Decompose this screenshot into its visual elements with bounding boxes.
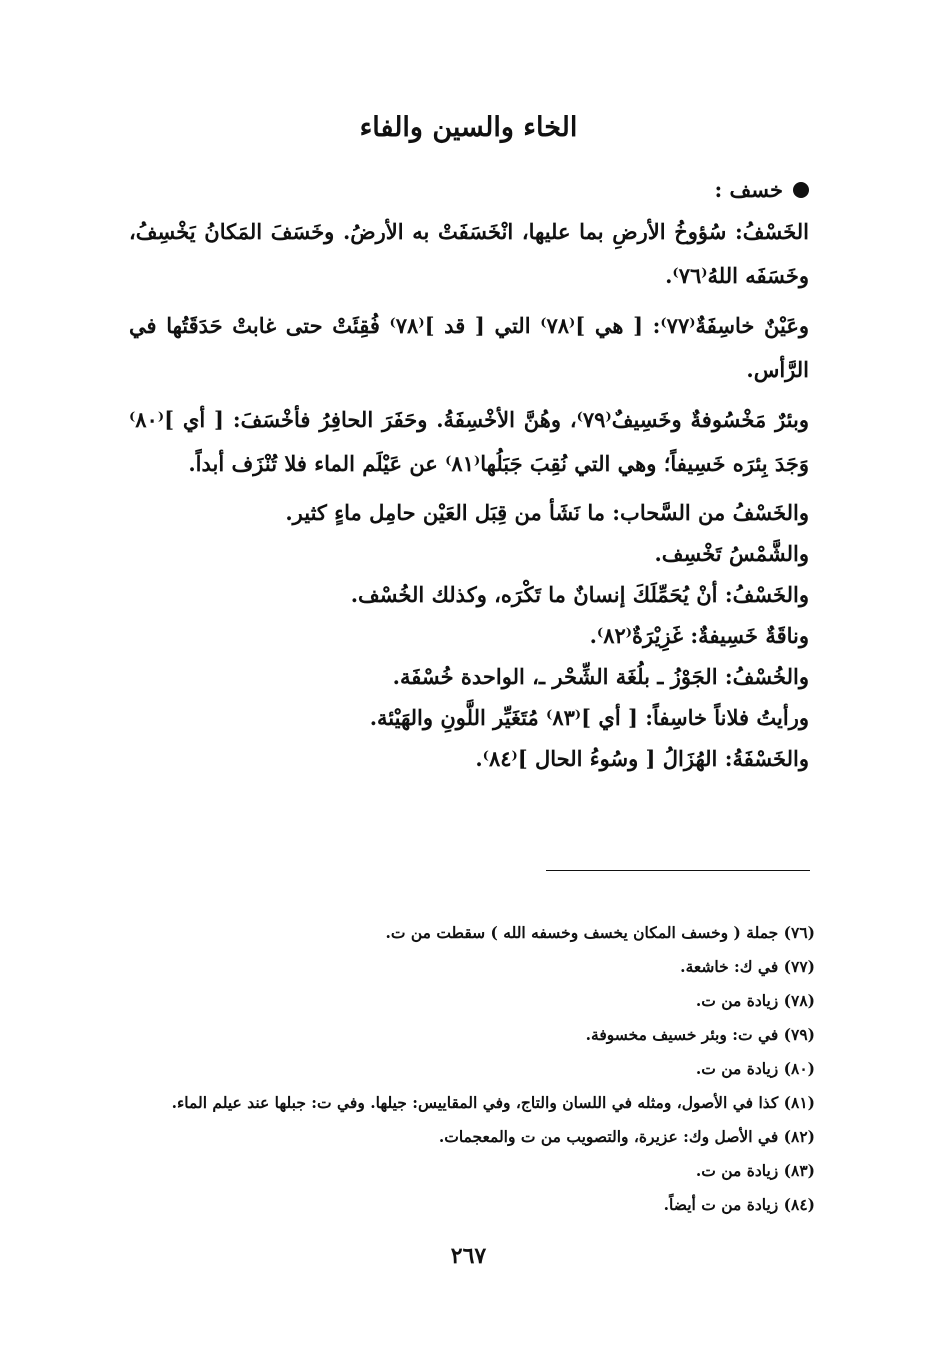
page-header: الخاء والسين والفاء (359, 112, 578, 143)
definition-line: ورأيتُ فلاناً خاسِفاً: [ أي ]⁽٨٣⁾ مُتَغَيِّر اللَّونِ والهَيْئة. (369, 705, 809, 730)
footnote: (٨٣) زيادة من ت. (695, 1161, 815, 1180)
bullet-icon (793, 182, 809, 198)
footnote: (٨٤) زيادة من ت أيضاً. (663, 1195, 815, 1214)
footnote: (٧٦) جملة ( وخسف المكان يخسف وخسفه الله ) سقطت من ت. (385, 923, 815, 942)
paragraph-3: وبئرٌ مَخْسُوفةٌ وخَسِيفٌ⁽٧٩⁾، وهُنَّ الأخْسِفَةُ. وحَفَرَ الحافِرُ فأخْسَفَ: [ أي ]⁽٨٠⁾ وَجَدَ بِئرَه خَسِيفاً؛ وهي التي نُقِبَ جَبَلُها⁽٨١⁾ عن عَيْلَم الماء فلا تُنْزَف أبداً. (129, 407, 809, 476)
footnote: (٨٠) زيادة من ت. (695, 1059, 815, 1078)
definition-line: والخُسْفُ: الجَوْزُ ـ بلُغَة الشِّحْر ـ، الواحدة خُسْفَة. (392, 664, 809, 689)
definition-lines (129, 492, 809, 779)
entry-heading (129, 170, 809, 210)
paragraph-1: الخَسْفُ: سُؤوخُ الأرضِ بما عليها، انْخَسَفَتْ به الأرضُ. وخَسَفَ المَكانُ يَخْسِفُ، وخَسَفَه اللهُ⁽٧٦⁾. (129, 219, 809, 288)
footnote: (٧٨) زيادة من ت. (695, 991, 815, 1010)
definition-line: والشَّمْسُ تَخْسِف. (654, 541, 809, 566)
definition-line: والخَسْفَةُ: الهُزَالُ [ وسُوءُ الحال ]⁽٨٤⁾. (475, 746, 809, 771)
entry-headword: خسف : (714, 177, 783, 202)
footnote-divider (546, 870, 810, 871)
paragraph-2: وعَيْنٌ خاسِفَةٌ⁽٧٧⁾: [ هي ]⁽٧٨⁾ التي [ قد ]⁽٧٨⁾ فُقِئَتْ حتى غابتْ حَدَقَتُها في الرَّأس. (129, 313, 809, 382)
entry-body (129, 170, 809, 779)
footnote: (٧٧) في ك: خاشعة. (680, 957, 815, 976)
definition-line: وناقَةٌ خَسِيفةٌ: غَزِيْرَةٌ⁽٨٢⁾. (589, 623, 809, 648)
footnote: (٧٩) في ت: وبئر خسيف مخسوفة. (585, 1025, 815, 1044)
footnotes (95, 916, 815, 1222)
footnote: (٨١) كذا في الأصول، ومثله في اللسان والتاج، وفي المقاييس: جيلها. وفي ت: جبلها عند عيلم الماء. (171, 1093, 815, 1112)
footnote: (٨٢) في الأصل وك: عزيرة، والتصويب من ت والمعجمات. (438, 1127, 815, 1146)
definition-line: والخَسْفُ من السَّحاب: ما نَشَأ من قِبَل العَيْن حامِل ماءٍ كثير. (285, 500, 809, 525)
definition-line: والخَسْفُ: أنْ يُحَمِّلَكَ إنسانٌ ما تَكْرَه، وكذلك الخُسْف. (350, 582, 809, 607)
page-number: ٢٦٧ (450, 1243, 487, 1269)
